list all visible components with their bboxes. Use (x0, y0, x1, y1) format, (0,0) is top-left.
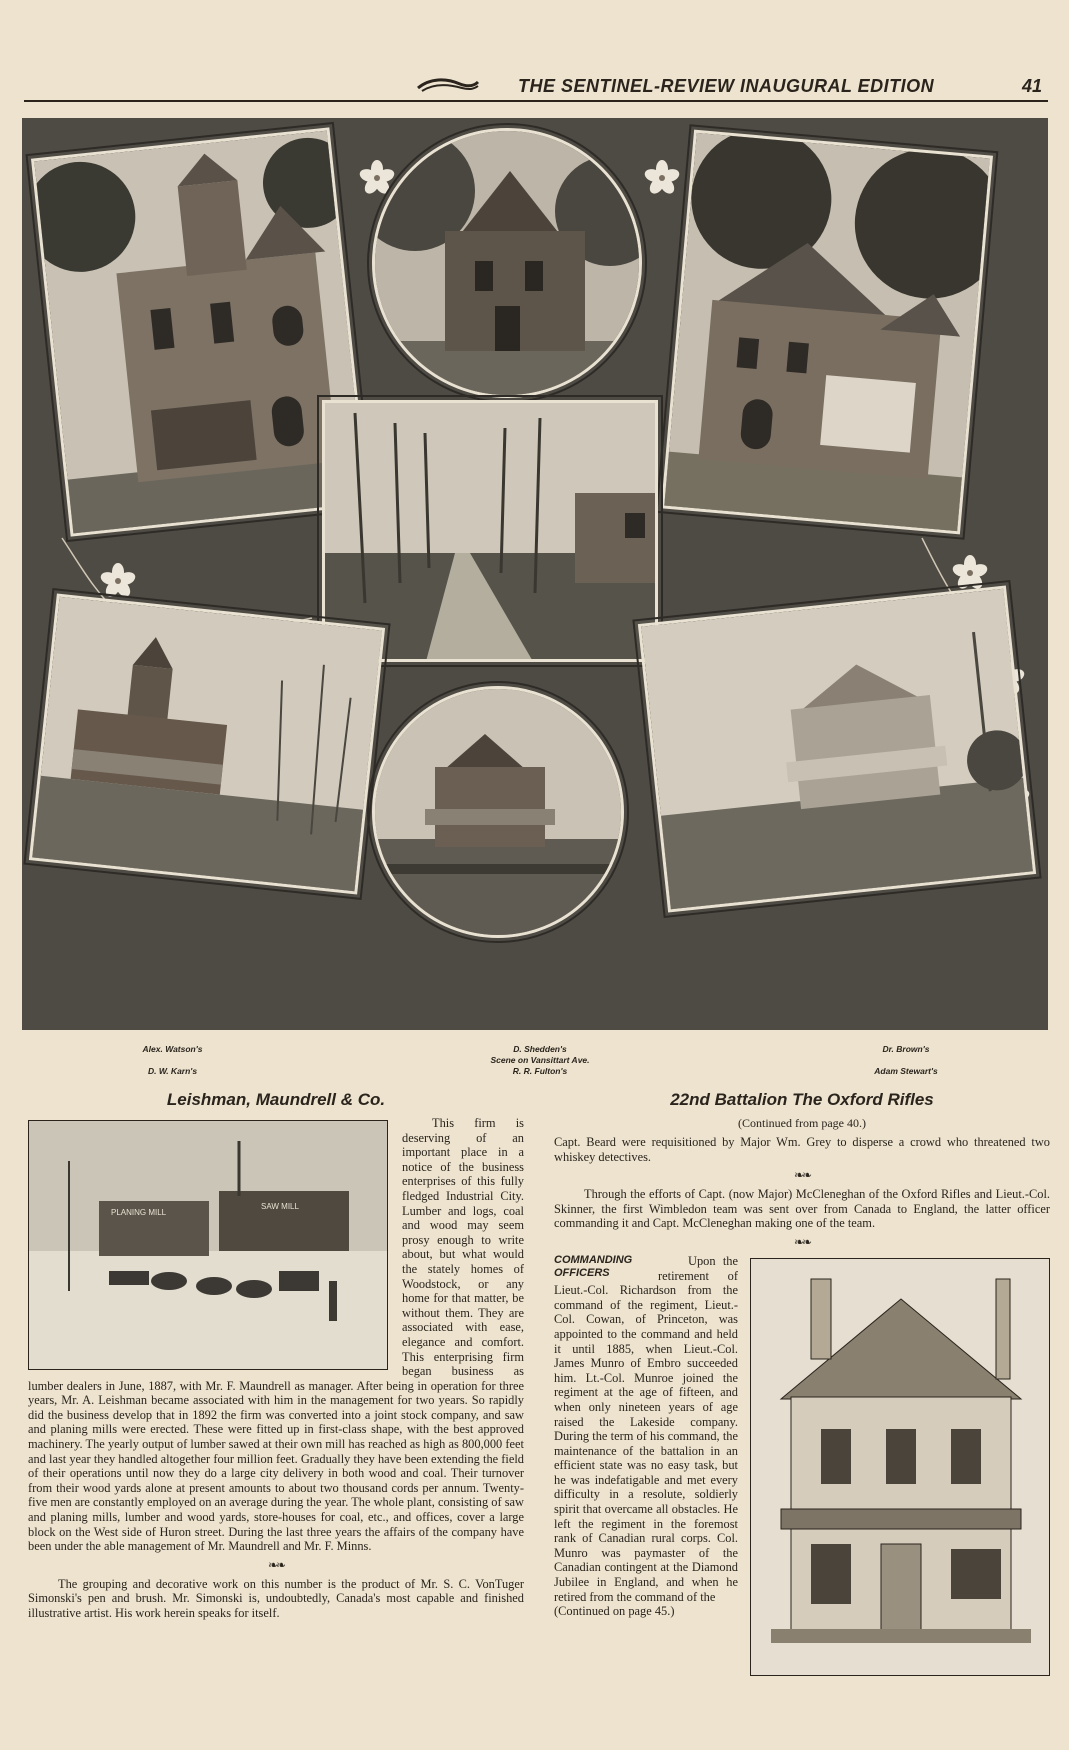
photo-adam-stewart-house (638, 585, 1036, 912)
photo-dr-brown-house (661, 130, 993, 535)
article-body-3: Upon the retirement of Lieut.-Col. Richardson from the command of the regiment, Lieut.-Col. Cowan, of Princeton, was appointed to the command and held it until 1885, when Lieut.-Col. James Munro of Embro succeeded him. Lt.-Col. Munroe joined the regiment at the age of fifteen, and when only nineteen years of age raised the Lakeside company. During the term of his command, the maintenance of the battalion in an efficient state was no easy task, but he was indefatigable and met every difficulty in a resolute, soldierly spirit that overcame all obstacles. He left the regiment in the foremost rank of Canadian rural corps. Col. Munro was paymaster of the Canadian contingent at the Diamond Jubilee in England, and when he retired from the command of the (554, 1253, 738, 1604)
caption-center-2: Scene on Vansittart Ave. (490, 1055, 590, 1065)
article-title: Leishman, Maundrell & Co. (166, 1090, 386, 1109)
photo-alex-watson-house (31, 127, 369, 536)
photo-vansittart-ave-scene (322, 400, 658, 662)
caption-top-left: Alex. Watson's (142, 1044, 203, 1054)
caption-top-right: Dr. Brown's (882, 1044, 930, 1054)
planing-mill-sign: PLANING MILL (111, 1208, 167, 1217)
photo-d-shedden-house (372, 128, 642, 398)
continued-from: (Continued from page 40.) (738, 1116, 866, 1130)
caption-bottom-right: Adam Stewart's (874, 1066, 938, 1076)
publication-title: THE SENTINEL-REVIEW INAUGURAL EDITION (518, 76, 935, 96)
caption-center-1: D. Shedden's (513, 1044, 567, 1054)
photo-captions (0, 1040, 1069, 1080)
masthead (24, 70, 1048, 102)
ornament-divider: ❧❧ (793, 1168, 811, 1183)
article-body-2: The grouping and decorative work on this number is the product of Mr. S. C. VonTuger Simonski's pen and brush. Mr. Simonski is, undoubtedly, Canada's most capable and finished illustrative artist. His work herein speaks for itself. (28, 1576, 524, 1620)
article-oxford-rifles (554, 1090, 1050, 1680)
saw-mill-sign: SAW MILL (261, 1202, 299, 1211)
photo-dw-karn-house (29, 593, 385, 894)
caption-center-3: R. R. Fulton's (512, 1066, 568, 1076)
photo-montage (22, 118, 1048, 1030)
article-body-1: This firm is deserving of an important place in a notice of the business enterprises of this fully fledged Industrial City. Lumber and logs, coal and wood may seem prosy enough to write about, but what would the stately homes of Woodstock, or any home for that matter, be without them. They are associated with ease, elegance and comfort. This enterprising firm began business as lumber dealers in June, 1887, with Mr. F. Maundrell as manager. After being in operation for three years, Mr. A. Leishman became associated with him in the management for two years. So rapidly did the business develop that in 1892 the firm was converted into a joint stock company, and saw and planing mills were erected. These were fitted up in first-class shape, with the best approved machinery. The yearly output of lumber sawed at their own mill has reached as high as 800,000 feet and last year they handled altogether four million feet. Gradually they have been extending the field of their operations until now they do a large city delivery in both wood and coal. Their turnover from their wood yards alone at present amounts to about two thousand cords per annum. Twenty-five men are constantly employed on an average during the year. The whole plant, consisting of saw and planing mills, lumber and wood yards, store-houses for coal, etc., and offices, cover a large block on the West side of Huron street. During the last three years the affairs of the company have been under the able management of Mr. Maundrell and Mr. F. Minns. (28, 1116, 524, 1554)
article-body-1: Capt. Beard were requisitioned by Major Wm. Grey to disperse a crowd who threatened two whiskey detectives. (554, 1135, 1050, 1164)
continued-on: (Continued on page 45.) (554, 1604, 675, 1619)
side-heading: COMMANDING OFFICERS (554, 1253, 633, 1279)
caption-bottom-left: D. W. Karn's (147, 1066, 198, 1076)
ornament-divider: ❧❧ (267, 1557, 285, 1572)
article-leishman-maundrell (28, 1090, 524, 1621)
photo-rr-fulton-house (372, 686, 624, 938)
article-title: 22nd Battalion The Oxford Rifles (670, 1090, 934, 1109)
ornament-divider: ❧❧ (793, 1234, 811, 1249)
house-drawing (750, 1258, 1050, 1676)
swoosh-logo-icon (416, 76, 480, 96)
lumber-yard-photo (28, 1120, 388, 1370)
article-body-2: Through the efforts of Capt. (now Major) McCleneghan of the Oxford Rifles and Lieut.-Col. Skinner, the first Wimbledon team was sent over from Canada to England, the latter officer commanding it and Capt. McCleneghan making one of the team. (554, 1187, 1050, 1231)
page-number: 41 (1021, 76, 1042, 96)
